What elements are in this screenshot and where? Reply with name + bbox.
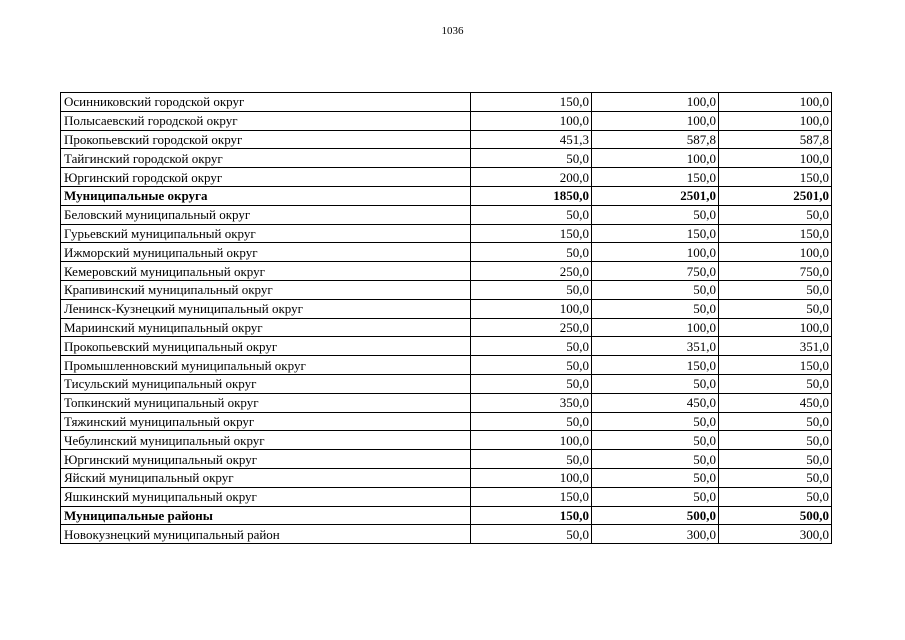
value-column-2-cell: 50,0 [592, 374, 719, 393]
value-column-3-cell: 50,0 [719, 450, 832, 469]
value-column-3-cell: 2501,0 [719, 186, 832, 205]
value-column-1-cell: 350,0 [471, 393, 592, 412]
value-column-1-cell: 150,0 [471, 93, 592, 112]
value-column-2-cell: 50,0 [592, 299, 719, 318]
table-row [61, 262, 832, 281]
value-column-2-cell: 50,0 [592, 487, 719, 506]
municipality-name-cell: Промышленновский муниципальный округ [61, 356, 471, 375]
value-column-3-cell: 500,0 [719, 506, 832, 525]
value-column-2-cell: 100,0 [592, 243, 719, 262]
value-column-1-cell: 50,0 [471, 450, 592, 469]
value-column-1-cell: 100,0 [471, 299, 592, 318]
value-column-2-cell: 750,0 [592, 262, 719, 281]
value-column-1-cell: 100,0 [471, 111, 592, 130]
value-column-1-cell: 50,0 [471, 356, 592, 375]
value-column-1-cell: 100,0 [471, 431, 592, 450]
municipality-name-cell: Топкинский муниципальный округ [61, 393, 471, 412]
value-column-1-cell: 50,0 [471, 412, 592, 431]
value-column-3-cell: 150,0 [719, 224, 832, 243]
municipality-name-cell: Юргинский городской округ [61, 168, 471, 187]
value-column-1-cell: 50,0 [471, 337, 592, 356]
value-column-2-cell: 50,0 [592, 412, 719, 431]
value-column-2-cell: 150,0 [592, 224, 719, 243]
value-column-3-cell: 100,0 [719, 111, 832, 130]
table-row [61, 487, 832, 506]
table-row [61, 299, 832, 318]
table-row [61, 205, 832, 224]
value-column-1-cell: 1850,0 [471, 186, 592, 205]
table-row [61, 224, 832, 243]
value-column-1-cell: 150,0 [471, 506, 592, 525]
municipality-name-cell: Тяжинский муниципальный округ [61, 412, 471, 431]
table-row [61, 337, 832, 356]
value-column-2-cell: 2501,0 [592, 186, 719, 205]
table-row [61, 149, 832, 168]
municipality-name-cell: Чебулинский муниципальный округ [61, 431, 471, 450]
municipality-name-cell: Яшкинский муниципальный округ [61, 487, 471, 506]
table-row-subtotal [61, 506, 832, 525]
value-column-3-cell: 150,0 [719, 356, 832, 375]
value-column-2-cell: 351,0 [592, 337, 719, 356]
value-column-2-cell: 50,0 [592, 450, 719, 469]
table-row [61, 356, 832, 375]
table-row [61, 393, 832, 412]
municipality-name-cell: Беловский муниципальный округ [61, 205, 471, 224]
table-row-subtotal [61, 186, 832, 205]
value-column-2-cell: 100,0 [592, 111, 719, 130]
value-column-1-cell: 451,3 [471, 130, 592, 149]
value-column-3-cell: 50,0 [719, 487, 832, 506]
table-row [61, 431, 832, 450]
value-column-1-cell: 250,0 [471, 262, 592, 281]
table-row [61, 450, 832, 469]
municipality-name-cell: Полысаевский городской округ [61, 111, 471, 130]
budget-table [60, 92, 832, 544]
value-column-3-cell: 450,0 [719, 393, 832, 412]
value-column-3-cell: 750,0 [719, 262, 832, 281]
municipality-name-cell: Крапивинский муниципальный округ [61, 280, 471, 299]
table-row [61, 280, 832, 299]
table-row [61, 374, 832, 393]
value-column-1-cell: 150,0 [471, 487, 592, 506]
table-row [61, 412, 832, 431]
value-column-3-cell: 100,0 [719, 149, 832, 168]
municipality-name-cell: Прокопьевский городской округ [61, 130, 471, 149]
value-column-1-cell: 50,0 [471, 243, 592, 262]
value-column-2-cell: 150,0 [592, 168, 719, 187]
value-column-2-cell: 500,0 [592, 506, 719, 525]
value-column-2-cell: 50,0 [592, 280, 719, 299]
value-column-2-cell: 50,0 [592, 468, 719, 487]
value-column-2-cell: 150,0 [592, 356, 719, 375]
value-column-3-cell: 100,0 [719, 93, 832, 112]
municipality-name-cell: Осинниковский городской округ [61, 93, 471, 112]
value-column-3-cell: 300,0 [719, 525, 832, 544]
municipality-name-cell: Муниципальные округа [61, 186, 471, 205]
page-number: 1036 [441, 25, 464, 37]
table-row [61, 93, 832, 112]
municipality-name-cell: Ижморский муниципальный округ [61, 243, 471, 262]
municipality-name-cell: Юргинский муниципальный округ [61, 450, 471, 469]
municipality-name-cell: Кемеровский муниципальный округ [61, 262, 471, 281]
municipality-name-cell: Муниципальные районы [61, 506, 471, 525]
value-column-3-cell: 50,0 [719, 431, 832, 450]
value-column-1-cell: 50,0 [471, 374, 592, 393]
value-column-2-cell: 50,0 [592, 431, 719, 450]
table-row [61, 525, 832, 544]
table-body [61, 93, 832, 544]
value-column-3-cell: 50,0 [719, 299, 832, 318]
value-column-2-cell: 450,0 [592, 393, 719, 412]
value-column-3-cell: 50,0 [719, 468, 832, 487]
value-column-2-cell: 100,0 [592, 93, 719, 112]
value-column-3-cell: 50,0 [719, 280, 832, 299]
value-column-3-cell: 351,0 [719, 337, 832, 356]
value-column-2-cell: 300,0 [592, 525, 719, 544]
municipality-name-cell: Новокузнецкий муниципальный район [61, 525, 471, 544]
value-column-1-cell: 150,0 [471, 224, 592, 243]
table-row [61, 243, 832, 262]
value-column-2-cell: 587,8 [592, 130, 719, 149]
table-row [61, 168, 832, 187]
municipality-name-cell: Мариинский муниципальный округ [61, 318, 471, 337]
value-column-1-cell: 250,0 [471, 318, 592, 337]
table-row [61, 130, 832, 149]
value-column-1-cell: 100,0 [471, 468, 592, 487]
table-row [61, 468, 832, 487]
municipality-name-cell: Тисульский муниципальный округ [61, 374, 471, 393]
value-column-3-cell: 50,0 [719, 205, 832, 224]
value-column-1-cell: 50,0 [471, 205, 592, 224]
municipality-name-cell: Гурьевский муниципальный округ [61, 224, 471, 243]
value-column-2-cell: 100,0 [592, 149, 719, 168]
value-column-3-cell: 100,0 [719, 243, 832, 262]
municipality-name-cell: Яйский муниципальный округ [61, 468, 471, 487]
value-column-3-cell: 587,8 [719, 130, 832, 149]
value-column-3-cell: 150,0 [719, 168, 832, 187]
municipality-name-cell: Ленинск-Кузнецкий муниципальный округ [61, 299, 471, 318]
value-column-2-cell: 50,0 [592, 205, 719, 224]
value-column-3-cell: 50,0 [719, 374, 832, 393]
value-column-1-cell: 50,0 [471, 149, 592, 168]
value-column-3-cell: 100,0 [719, 318, 832, 337]
value-column-1-cell: 200,0 [471, 168, 592, 187]
table-row [61, 111, 832, 130]
value-column-1-cell: 50,0 [471, 280, 592, 299]
municipality-name-cell: Тайгинский городской округ [61, 149, 471, 168]
value-column-1-cell: 50,0 [471, 525, 592, 544]
table-row [61, 318, 832, 337]
value-column-3-cell: 50,0 [719, 412, 832, 431]
municipality-name-cell: Прокопьевский муниципальный округ [61, 337, 471, 356]
value-column-2-cell: 100,0 [592, 318, 719, 337]
